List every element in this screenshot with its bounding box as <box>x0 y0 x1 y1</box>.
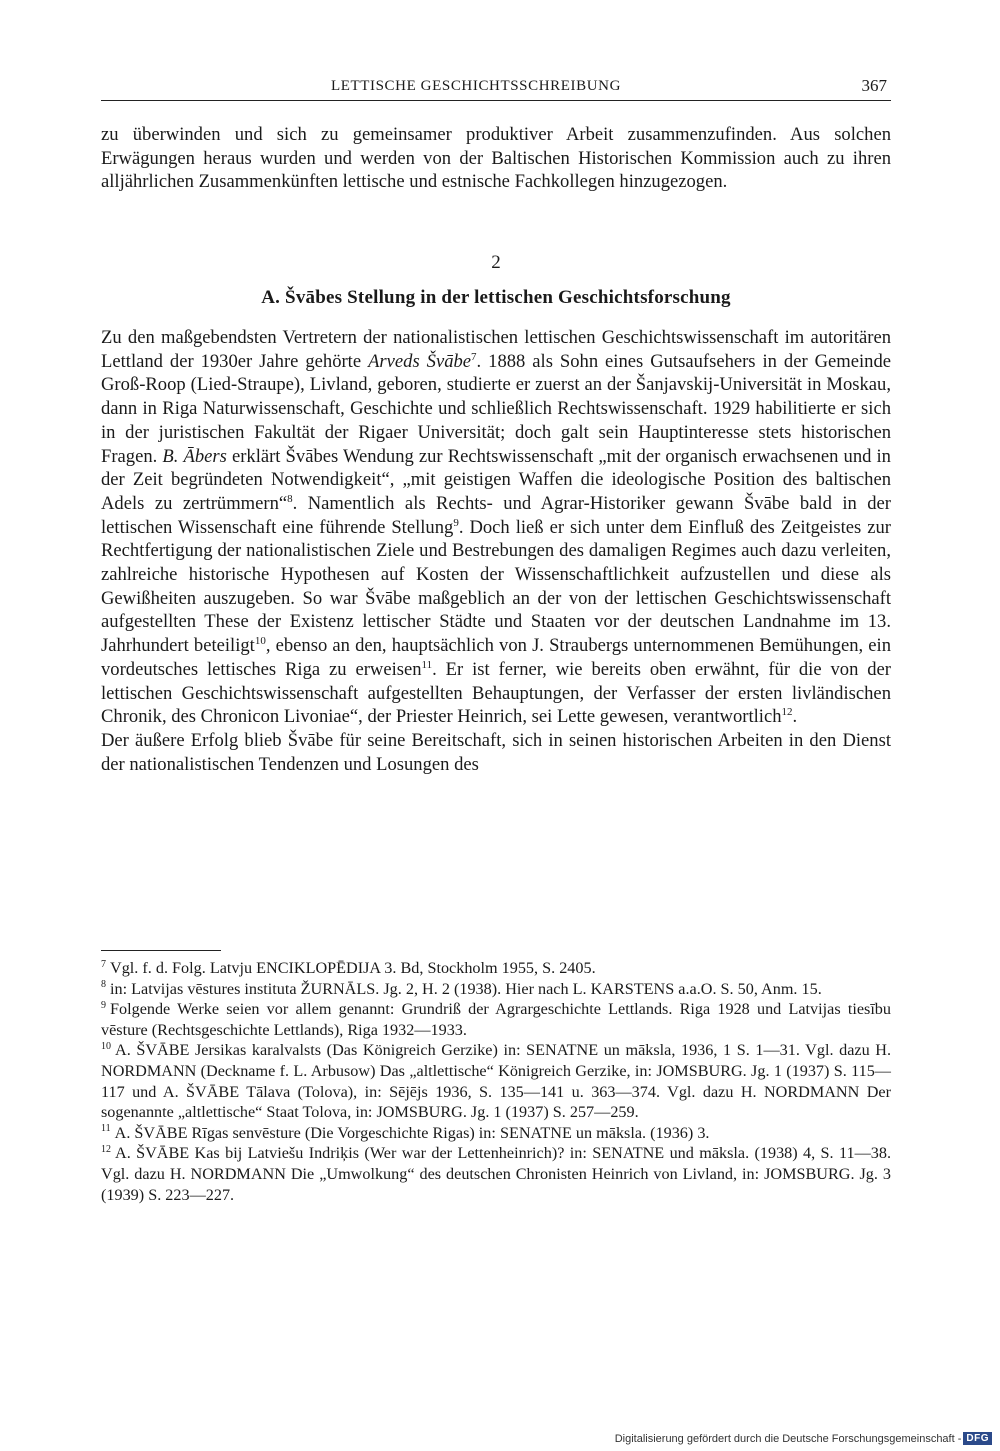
intro-text: zu überwinden und sich zu gemeinsamer produktiver Arbeit zusammenzufinden. Aus solchen Erwägungen heraus wurden und werden von der Baltischen Historischen Kommission auch zu ihren alljährlichen Zusammenkünften lettische und estnische Fachkollegen hinzugezogen. <box>101 124 891 193</box>
dfg-logo: DFG <box>963 1432 992 1445</box>
footnote-9 <box>101 999 891 1040</box>
footnote-ref-9: 9 <box>453 516 459 529</box>
footnote-text: A. ŠVĀBE Rīgas senvēsture (Die Vorgeschichte Rigas) in: SENATNE un māksla. (1936) 3. <box>114 1123 710 1142</box>
text-run: Zu den maßgebendsten Vertretern der nationalistischen lettischen Geschichtswissenschaft im autoritären Lettland der 1930er Jahre gehörte <box>101 327 891 372</box>
footnote-text: A. ŠVĀBE Jersikas karalvalsts (Das Königreich Gerzike) in: SENATNE un māksla, 1936, 1 S. 1—31. Vgl. dazu H. NORDMANN (Deckname f. L. Arbusow) Das „altlettische“ Königreich Gerzike, in: JOMSBURG. Jg. 1 (1937) S. 115—117 und A. ŠVĀBE Tālava (Tolova), in: Sējējs 1936, S. 135—141 u. 363—374. Vgl. dazu H. NORDMANN Der sogenannte „altlettische“ Staat Tolova, in: JOMSBURG. Jg. 1 (1937) S. 257—259. <box>101 1041 891 1122</box>
text-run: . Doch ließ er sich unter dem Einfluß des Zeitgeistes zur Rechtfertigung der nationalistischen Ziele und Bestrebungen des damaligen Regimes auch dazu verleiten, zahlreiche historische Hypothesen auf Kosten der Wissenschaftlichkeit aufzustellen und diese als Gewißheiten auszugeben. So war Švābe maßgeblich an der von der lettischen Geschichtswissenschaft aufgestellten These der Existenz lettischer Städte und Staaten vor der deutschen Landnahme im 13. Jahrhundert beteiligt <box>101 516 891 657</box>
text-run: . Er ist ferner, wie bereits oben erwähnt, für die von der lettischen Geschichtswissenschaft aufgestellten Behauptungen, der Verfasser der ersten livländischen Chronik, des Chronicon Livoniae“, der Priester Heinrich, sei Lette gewesen, verantwortlich <box>101 658 892 728</box>
footnote-ref-8: 8 <box>287 492 293 505</box>
footnote-12 <box>101 1143 891 1205</box>
intro-paragraph <box>101 123 891 194</box>
text-run: erklärt Švābes Wendung zur Rechtswissenschaft „mit der organisch erwachsenen und in der Zeit begründeten Notwendigkeit“, „mit geistigen Waffen die ideologische Position des baltischen Adels zu zertrümmern“ <box>101 445 891 514</box>
footnote-number: 8 <box>101 979 106 991</box>
footnote-ref-11: 11 <box>421 658 433 671</box>
section-heading: A. Švābes Stellung in der lettischen Geschichtsforschung <box>261 287 731 308</box>
paragraph-2: Der äußere Erfolg blieb Švābe für seine Bereitschaft, sich in seinen historischen Arbeiten in den Dienst der nationalistischen Tendenzen und Losungen des <box>101 729 891 775</box>
text-run: , ebenso an den, hauptsächlich von J. Straubergs unternommenen Bemühungen, ein vordeutsches lettisches Riga zu erweisen <box>101 635 891 680</box>
text-run: . 1888 als Sohn eines Gutsaufsehers in der Gemeinde Groß-Roop (Lied-Straupe), Livland, geboren, studierte er zuerst an der Šanjavskij-Universität in Moskau, dann in Riga Naturwissenschaft, Geschichte und schließlich Rechtswissenschaft. 1929 habilitierte er sich in der juristischen Fakultät der Rigaer Universität; doch galt sein Hauptinteresse stets historischen Fragen. <box>101 350 892 467</box>
footnotes <box>101 958 891 1205</box>
text-run: . <box>792 706 798 728</box>
footnote-number: 11 <box>101 1123 111 1135</box>
footnote-ref-10: 10 <box>254 634 266 647</box>
main-text <box>101 326 891 776</box>
footnote-ref-12: 12 <box>781 706 793 719</box>
footnote-text: Folgende Werke seien vor allem genannt: Grundriß der Agrargeschichte Lettlands. Riga 1928 und Latvijas tiesību vēsture (Rechtsgeschichte Lettlands), Riga 1932—1933. <box>101 1000 891 1039</box>
paragraph-1 <box>101 326 891 729</box>
footnote-ref-7: 7 <box>471 350 477 363</box>
footnote-8 <box>101 979 891 1000</box>
document-page <box>101 0 891 1451</box>
footnote-text: in: Latvijas vēstures instituta ŽURNĀLS. Jg. 2, H. 2 (1938). Hier nach L. KARSTENS a.a.O. S. 50, Anm. 15. <box>110 979 822 998</box>
running-title: LETTISCHE GESCHICHTSSCHREIBUNG <box>330 78 622 94</box>
footnote-11 <box>101 1123 891 1144</box>
footnote-number: 7 <box>101 958 106 970</box>
footnote-text: Vgl. f. d. Folg. Latvju ENCIKLOPĒDIJA 3. Bd, Stockholm 1955, S. 2405. <box>110 959 596 977</box>
digitization-credit <box>615 1432 992 1445</box>
author-name-italic: B. Ābers <box>162 445 227 467</box>
page-header <box>101 74 891 101</box>
footnote-10 <box>101 1040 891 1122</box>
author-name-italic: Arveds Švābe <box>368 350 472 372</box>
footnote-7 <box>101 958 891 979</box>
credit-text: Digitalisierung gefördert durch die Deutsche Forschungsgemeinschaft - <box>614 1432 962 1445</box>
footnote-number: 10 <box>101 1040 111 1052</box>
footnote-number: 12 <box>101 1143 111 1155</box>
footnote-text: A. ŠVĀBE Kas bij Latviešu Indriķis (Wer war der Lettenheinrich)? in: SENATNE und māksla. (1938) 4, S. 11—38. Vgl. dazu H. NORDMANN Die „Umwolkung“ des deutschen Chronisten Heinrich von Livland, in: JOMSBURG. Jg. 3 (1939) S. 223—227. <box>101 1144 891 1204</box>
page-number: 367 <box>861 76 887 95</box>
footnote-number: 9 <box>101 999 106 1011</box>
footnote-divider <box>101 950 221 951</box>
text-run: . Namentlich als Rechts- und Agrar-Historiker gewann Švābe bald in der lettischen Wissenschaft eine führende Stellung <box>101 492 891 538</box>
section-number: 2 <box>491 252 501 273</box>
